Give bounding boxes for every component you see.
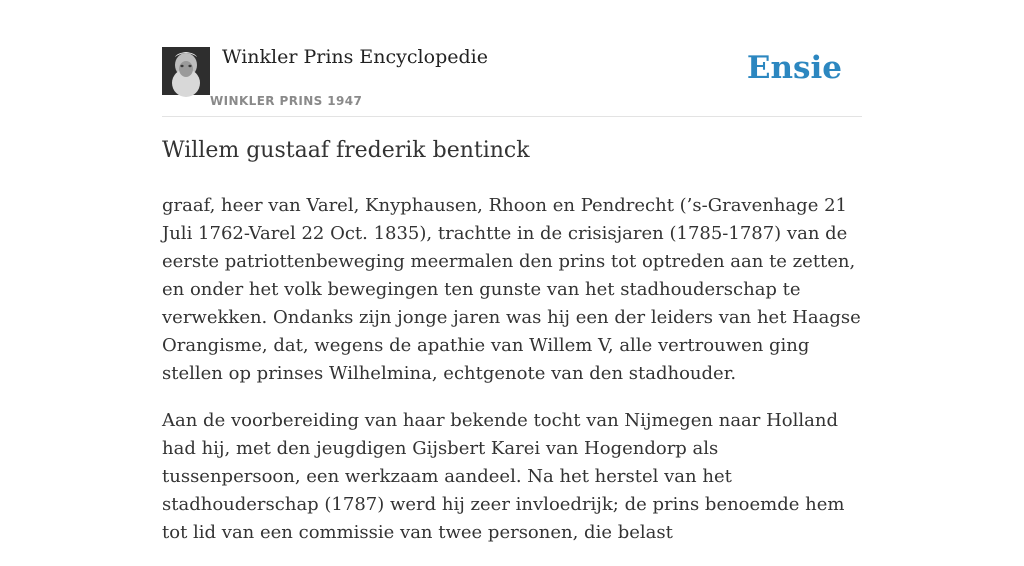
author-portrait-icon[interactable]: [162, 47, 210, 95]
article-paragraph-1: graaf, heer van Varel, Knyphausen, Rhoon en Pendrecht (’s-Gravenhage 21 Juli 1762-Varel 22 Oct. 1835), trachtte in de crisisjaren (1785-1787) van de eerste patriottenbeweging meermalen den prins tot optreden aan te zetten, en onder het volk bewegingen ten gunste van het stadhouderschap te verwekken. Ondanks zijn jonge jaren was hij een der leiders van het Haagse Orangisme, dat, wegens de apathie van Willem V, alle vertrouwen ging stellen op prinses Wilhelmina, echtgenote van den stadhouder.: [162, 195, 861, 384]
article-title: Willem gustaaf frederik bentinck: [162, 138, 530, 163]
article-paragraph-2: Aan de voorbereiding van haar bekende tocht van Nijmegen naar Holland had hij, met den jeugdigen Gijsbert Karei van Hogendorp als tussenpersoon, een werkzaam aandeel. Na het herstel van het stadhouderschap (1787) werd hij zeer invloedrijk; de prins benoemde hem tot lid van een commissie van twee personen, die belast: [162, 410, 845, 543]
source-header: [162, 40, 862, 117]
ensie-logo-link[interactable]: Ensie: [746, 50, 842, 86]
article-body: [162, 192, 862, 566]
source-title[interactable]: Winkler Prins Encyclopedie: [222, 46, 488, 68]
source-subtitle: WINKLER PRINS 1947: [210, 94, 363, 108]
